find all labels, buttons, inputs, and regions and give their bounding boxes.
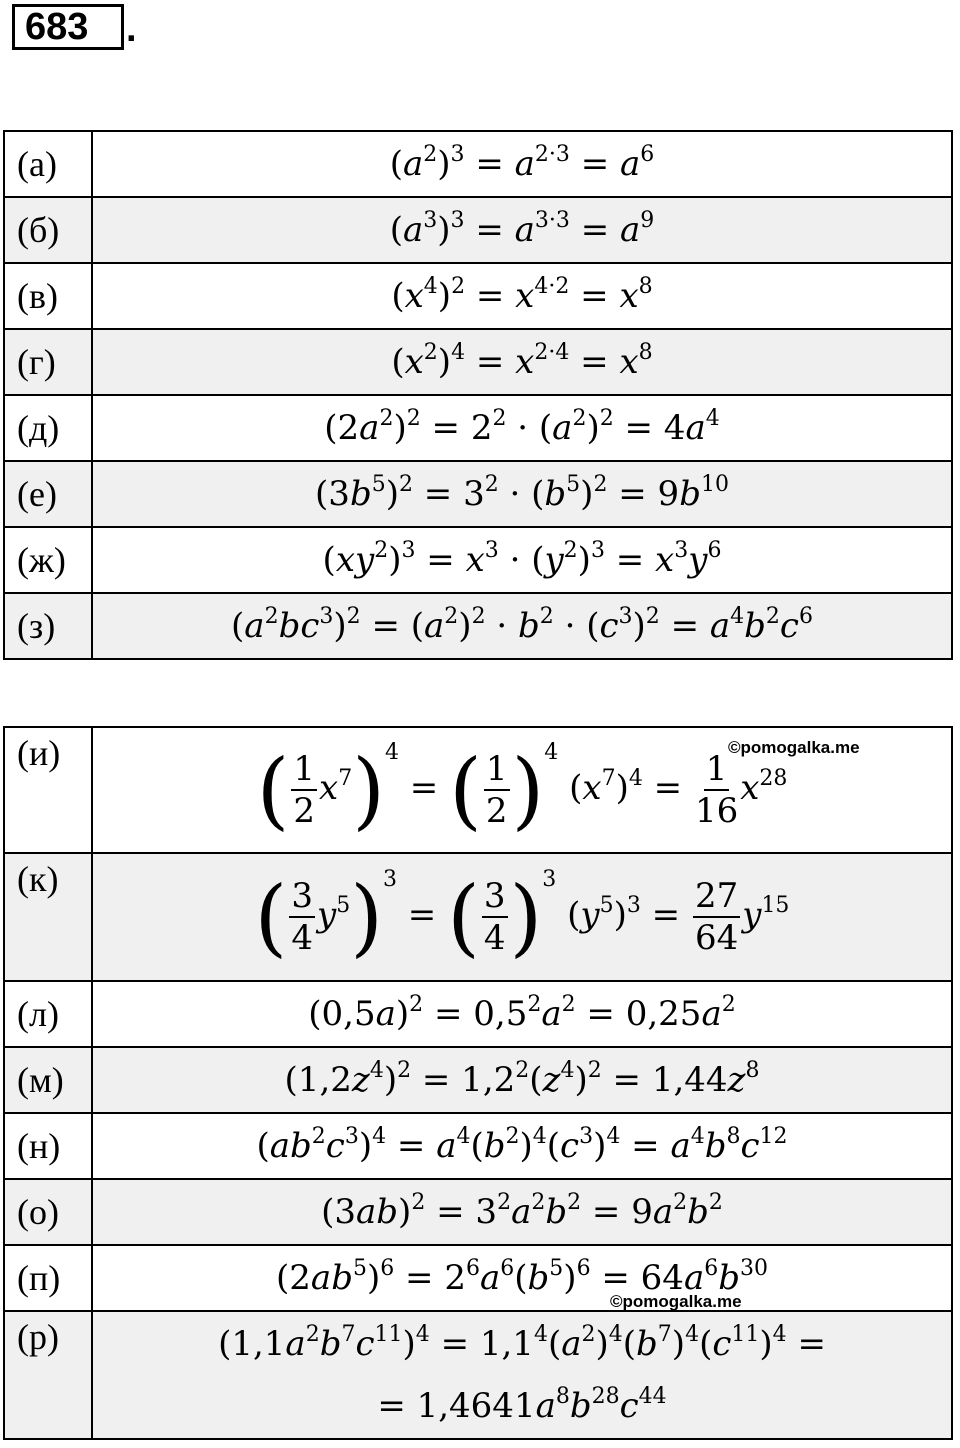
row-label: (р) xyxy=(4,1311,92,1439)
table-row xyxy=(4,981,952,1047)
formula: $(a^2)^3 = a^{2\cdot 3} = a^6$ xyxy=(92,131,952,197)
table-row xyxy=(4,263,952,329)
table-row xyxy=(4,131,952,197)
formula: $(x^2)^4 = x^{2\cdot 4} = x^8$ xyxy=(92,329,952,395)
table-row xyxy=(4,527,952,593)
row-label: (м) xyxy=(4,1047,92,1113)
row-label: (г) xyxy=(4,329,92,395)
table-row xyxy=(4,1047,952,1113)
table-row xyxy=(4,461,952,527)
formula: $(3ab)^2 = 3^2a^2b^2 = 9a^2b^2$ xyxy=(92,1179,952,1245)
row-label: (б) xyxy=(4,197,92,263)
table-row xyxy=(4,1113,952,1179)
problem-number xyxy=(12,4,124,50)
formula: ( $\frac{1}{2}$ $x^7)^4$ = ( $\frac{1}{2}$ )$^4$ $(x^7)^4$ = $\frac{1}{16}$ $x^{28}$ xyxy=(92,727,952,853)
formula: $(a^3)^3 = a^{3\cdot 3} = a^9$ xyxy=(92,197,952,263)
table-row xyxy=(4,1311,952,1439)
table-row xyxy=(4,197,952,263)
row-label: (е) xyxy=(4,461,92,527)
table-row xyxy=(4,395,952,461)
formula: $(0,5a)^2 = 0,5^2a^2 = 0,25a^2$ xyxy=(92,981,952,1047)
formula: $(2ab^5)^6 = 2^6a^6(b^5)^6 = 64a^6b^{30}$ xyxy=(92,1245,952,1311)
watermark: ©pomogalka.me xyxy=(728,738,860,757)
formula: $(a^2bc^3)^2 = (a^2)^2 \cdot b^2 \cdot (c^3)^2 = a^4b^2c^6$ xyxy=(92,593,952,659)
table-row xyxy=(4,593,952,659)
table-part-1 xyxy=(3,130,953,660)
row-label: (д) xyxy=(4,395,92,461)
formula: $(x^4)^2 = x^{4\cdot 2} = x^8$ xyxy=(92,263,952,329)
row-label: (з) xyxy=(4,593,92,659)
formula: $(3b^5)^2 = 3^2 \cdot (b^5)^2 = 9b^{10}$ xyxy=(92,461,952,527)
row-label: (к) xyxy=(4,853,92,981)
formula: $(1,2z^4)^2 = 1,2^2(z^4)^2 = 1,44z^8$ xyxy=(92,1047,952,1113)
row-label: (п) xyxy=(4,1245,92,1311)
row-label: (в) xyxy=(4,263,92,329)
formula: $(2a^2)^2 = 2^2 \cdot (a^2)^2 = 4a^4$ xyxy=(92,395,952,461)
problem-number-text: 683 xyxy=(25,6,89,48)
problem-number-dot: . xyxy=(126,8,137,50)
table-part-2 xyxy=(3,726,953,1440)
row-label: (ж) xyxy=(4,527,92,593)
table-row xyxy=(4,1245,952,1311)
formula: ( $\frac{3}{4}$ $y^5)^3$ = ( $\frac{3}{4}$ )$^3$ $(y^5)^3$ = $\frac{27}{64}$ $y^{15}$ xyxy=(92,853,952,981)
watermark: ©pomogalka.me xyxy=(610,1292,742,1311)
row-label: (а) xyxy=(4,131,92,197)
row-label: (о) xyxy=(4,1179,92,1245)
table-row xyxy=(4,1179,952,1245)
row-label: (и) xyxy=(4,727,92,853)
row-label: (л) xyxy=(4,981,92,1047)
table-row xyxy=(4,329,952,395)
row-label: (н) xyxy=(4,1113,92,1179)
formula: $(1,1a^2b^7c^{11})^4 = 1,1^4(a^2)^4(b^7)^4(c^{11})^4$ = = $1,4641a^8b^{28}c^{44}$ xyxy=(92,1311,952,1439)
table-row xyxy=(4,853,952,981)
formula: $(ab^2c^3)^4 = a^4(b^2)^4(c^3)^4 = a^4b^8c^{12}$ xyxy=(92,1113,952,1179)
formula: $(xy^2)^3 = x^3 \cdot (y^2)^3 = x^3y^6$ xyxy=(92,527,952,593)
